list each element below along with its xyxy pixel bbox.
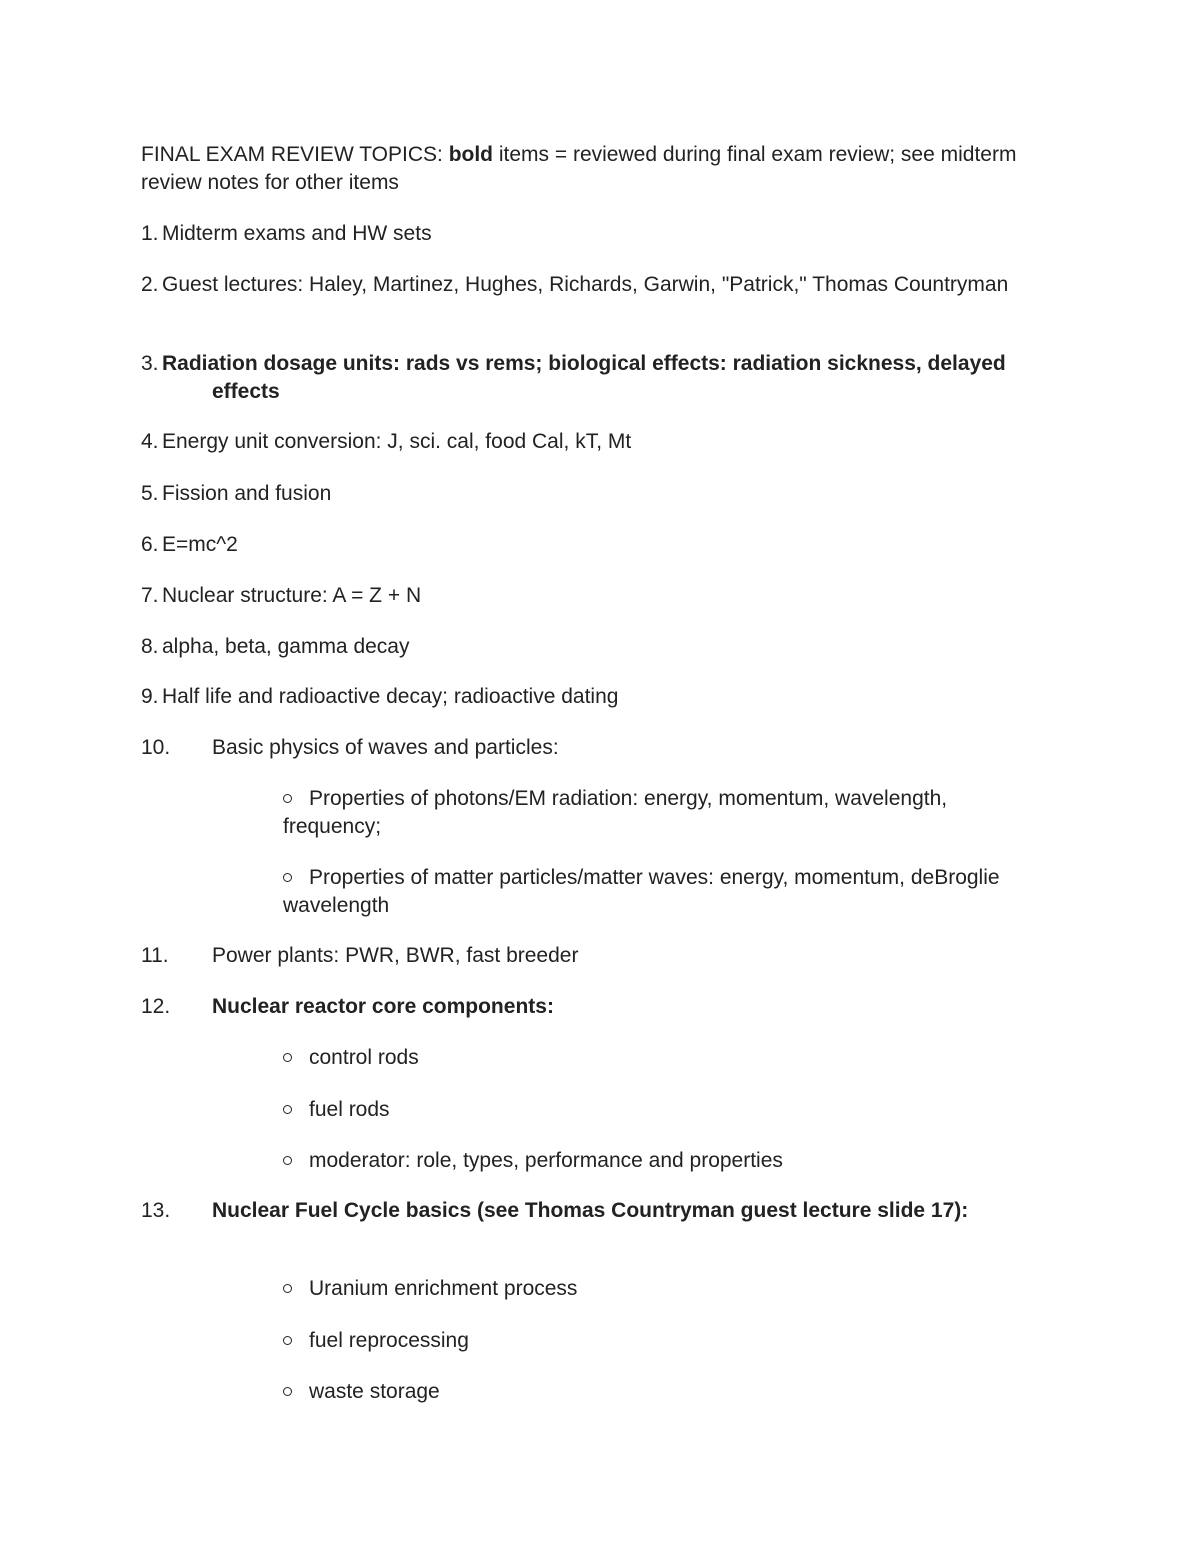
intro-bold-word: bold xyxy=(448,143,494,166)
item-number: 4. xyxy=(141,430,159,453)
list-item xyxy=(141,1197,1046,1225)
sub-item-text: fuel reprocessing xyxy=(309,1329,469,1352)
list-item xyxy=(141,428,1046,456)
item-number: 9. xyxy=(141,685,159,708)
sub-list-item xyxy=(283,1147,1043,1175)
list-item xyxy=(141,582,1046,610)
list-item xyxy=(141,480,1046,508)
item-text: alpha, beta, gamma decay xyxy=(162,635,410,658)
list-item xyxy=(141,531,1046,559)
item-text: Nuclear Fuel Cycle basics (see Thomas Countryman guest lecture slide 17): xyxy=(212,1199,969,1222)
sub-list-item xyxy=(283,1327,1043,1355)
list-item xyxy=(141,683,1046,711)
list-item xyxy=(141,350,1046,406)
sub-list-item xyxy=(283,864,1043,920)
item-text: Half life and radioactive decay; radioactive dating xyxy=(162,685,619,708)
sub-item-text: control rods xyxy=(309,1046,419,1069)
item-text: E=mc^2 xyxy=(162,533,238,556)
sub-list-item xyxy=(283,1378,1043,1406)
item-text: Radiation dosage units: rads vs rems; biological effects: radiation sickness, delayed effects xyxy=(162,352,1006,403)
sub-item-text: waste storage xyxy=(309,1380,440,1403)
circle-bullet-icon xyxy=(283,1336,292,1345)
list-item xyxy=(141,734,1046,762)
item-text: Guest lectures: Haley, Martinez, Hughes, Richards, Garwin, "Patrick," Thomas Countryman xyxy=(162,273,1009,296)
sub-list-item xyxy=(283,1044,1043,1072)
item-number: 6. xyxy=(141,533,159,556)
sub-item-text: moderator: role, types, performance and properties xyxy=(309,1149,783,1172)
item-number: 3. xyxy=(141,352,159,375)
item-number: 13. xyxy=(141,1199,171,1222)
sub-list-item xyxy=(283,785,1043,841)
intro-lead: FINAL EXAM REVIEW TOPICS: xyxy=(141,143,449,166)
item-text: Power plants: PWR, BWR, fast breeder xyxy=(212,944,579,967)
item-text: Nuclear structure: A = Z + N xyxy=(162,584,422,607)
circle-bullet-icon xyxy=(283,1284,292,1293)
item-text: Fission and fusion xyxy=(162,482,332,505)
sub-item-text: Uranium enrichment process xyxy=(309,1277,578,1300)
circle-bullet-icon xyxy=(283,1105,292,1114)
sub-list-item xyxy=(283,1275,1043,1303)
sub-item-text: Properties of photons/EM radiation: energy, momentum, wavelength, frequency; xyxy=(283,787,948,838)
document-intro xyxy=(141,141,1046,197)
list-item xyxy=(141,993,1046,1021)
item-number: 5. xyxy=(141,482,159,505)
item-number: 8. xyxy=(141,635,159,658)
item-number: 2. xyxy=(141,273,159,296)
sub-item-text: Properties of matter particles/matter waves: energy, momentum, deBroglie wavelength xyxy=(283,866,1000,917)
list-item xyxy=(141,271,1046,299)
intro-rest: items = reviewed during final exam review; see midterm review notes for other items xyxy=(141,143,1017,194)
list-item xyxy=(141,220,1046,248)
item-text: Midterm exams and HW sets xyxy=(162,222,432,245)
item-number: 11. xyxy=(141,944,169,967)
list-item xyxy=(141,942,1046,970)
circle-bullet-icon xyxy=(283,1387,292,1396)
sub-item-text: fuel rods xyxy=(309,1098,390,1121)
circle-bullet-icon xyxy=(283,1053,292,1062)
item-text: Nuclear reactor core components: xyxy=(212,995,554,1018)
item-number: 10. xyxy=(141,736,171,759)
item-text: Energy unit conversion: J, sci. cal, food Cal, kT, Mt xyxy=(162,430,632,453)
circle-bullet-icon xyxy=(283,873,292,882)
list-item xyxy=(141,633,1046,661)
item-text: Basic physics of waves and particles: xyxy=(212,736,559,759)
sub-list-item xyxy=(283,1096,1043,1124)
circle-bullet-icon xyxy=(283,1156,292,1165)
item-number: 7. xyxy=(141,584,159,607)
item-number: 12. xyxy=(141,995,171,1018)
item-number: 1. xyxy=(141,222,159,245)
circle-bullet-icon xyxy=(283,794,292,803)
